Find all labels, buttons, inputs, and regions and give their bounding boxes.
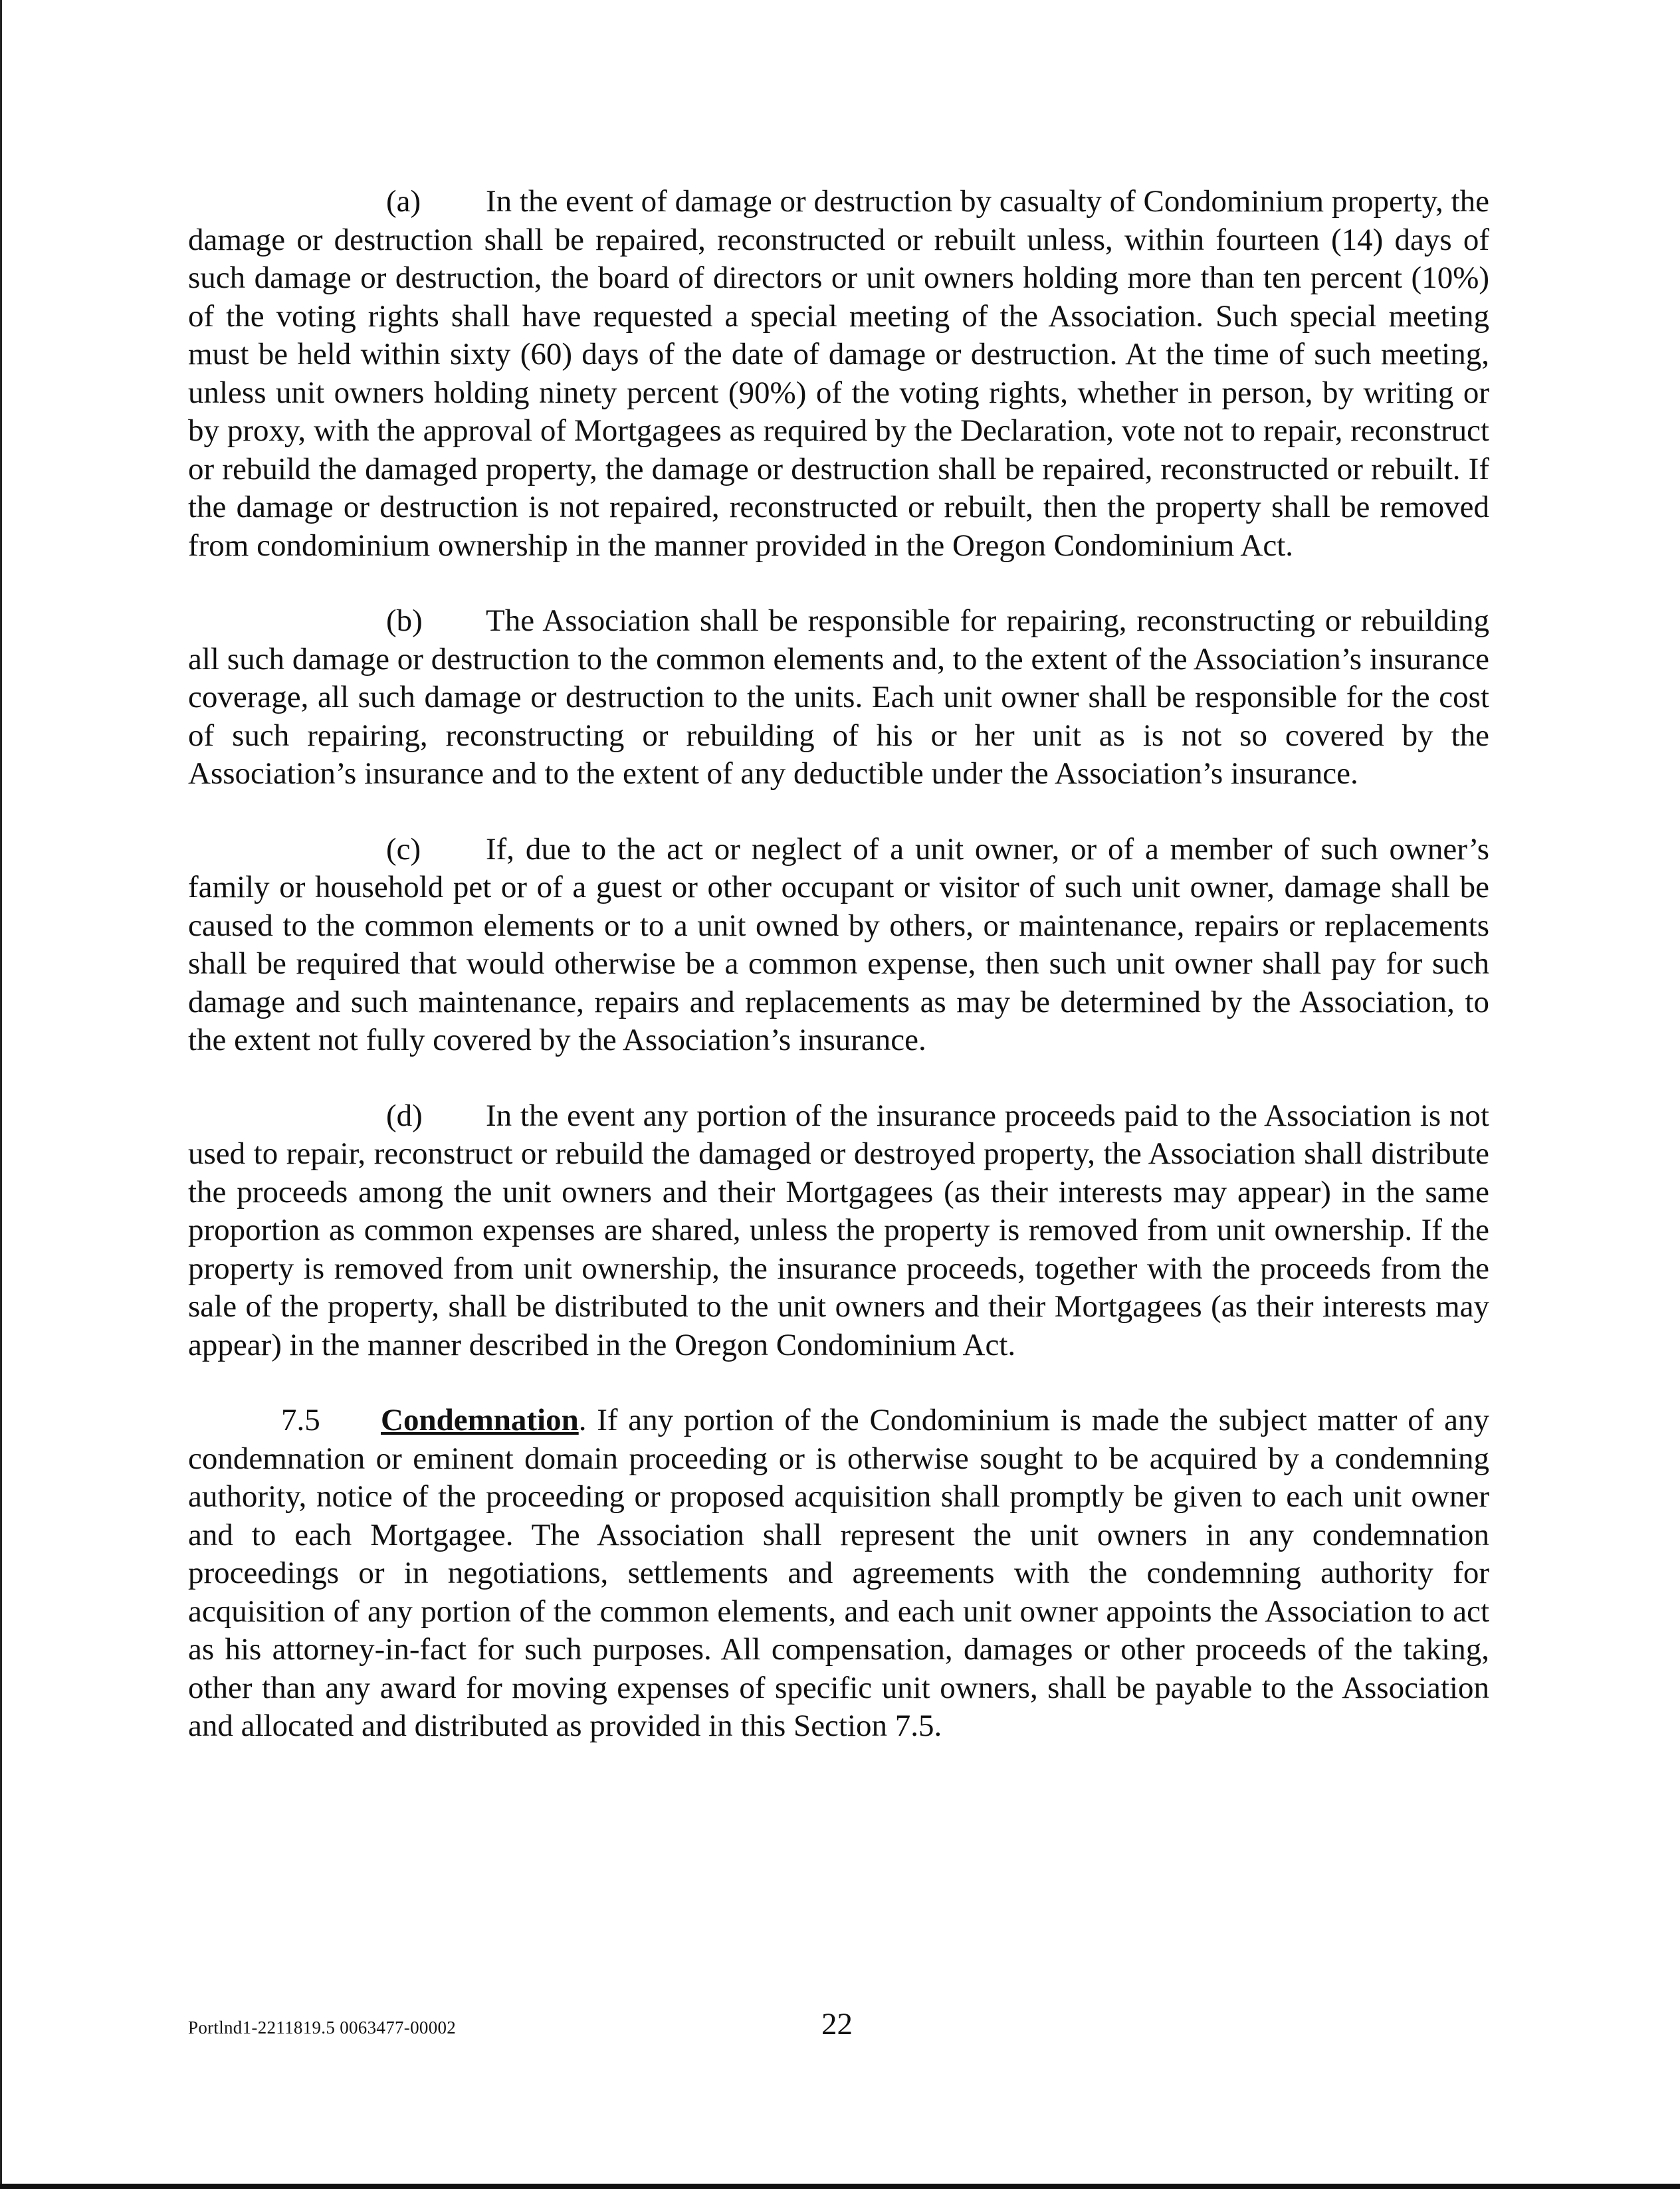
section-heading: Condemnation (381, 1403, 579, 1437)
section-heading-punct: . (578, 1403, 587, 1437)
paragraph-b-label: (b) (386, 603, 423, 638)
paragraph-c-text: If, due to the act or neglect of a unit owner, or of a member of such owner’s family or household pet or of a guest or other occupant or visitor of such unit owner, damage shall be caused to the common elements or to a unit owned by others, or maintenance, repairs or replacements shall be required that would otherwise be a common expense, then such unit owner shall pay for such damage and such maintenance, repairs and replacements as may be determined by the Association, to the extent not fully covered by the Association’s insurance. (188, 831, 1489, 1057)
paragraph-c (188, 831, 1489, 1060)
scan-edge-bottom (0, 2184, 1680, 2189)
footer-document-id: Portlnd1-2211819.5 0063477-00002 (188, 2018, 457, 2037)
paragraph-a-label: (a) (386, 184, 421, 219)
paragraph-b-text: The Association shall be responsible for repairing, reconstructing or rebuilding all such damage or destruction to the common elements and, to the extent of the Association’s insurance coverage, all such damage or destruction to the units. Each unit owner shall be responsible for the cost of such repairing, reconstructing or rebuilding of his or her unit as is not so covered by the Association’s insurance and to the extent of any deductible under the Association’s insurance. (188, 603, 1489, 791)
paragraph-d (188, 1097, 1489, 1365)
section-text: If any portion of the Condominium is made the subject matter of any condemnation or eminent domain proceeding or is otherwise sought to be acquired by a condemning authority, notice of the proceeding or proposed acquisition shall promptly be given to each unit owner and to each Mortgagee. The Association shall represent the unit owners in any condemnation proceedings or in negotiations, settlements and agreements with the condemning authority for acquisition of any portion of the common elements, and each unit owner appoints the Association to act as his attorney-in-fact for such purposes. All compensation, damages or other proceeds of the taking, other than any award for moving expenses of specific unit owners, shall be payable to the Association and allocated and distributed as provided in this Section 7.5. (188, 1403, 1489, 1743)
section-7-5 (188, 1402, 1489, 1746)
paragraph-d-label: (d) (386, 1098, 423, 1133)
paragraph-b (188, 602, 1489, 793)
paragraph-c-label: (c) (386, 831, 421, 867)
paragraph-a (188, 183, 1489, 565)
paragraph-a-text: In the event of damage or destruction by casualty of Condominium property, the damage or destruction shall be repaired, reconstructed or rebuilt unless, within fourteen (14) days of such damage or destruction, the board of directors or unit owners holding more than ten percent (10%) of the voting rights shall have requested a special meeting of the Association. Such special meeting must be held within sixty (60) days of the date of damage or destruction. At the time of such meeting, unless unit owners holding ninety percent (90%) of the voting rights, whether in person, by writing or by proxy, with the approval of Mortgagees as required by the Declaration, vote not to repair, reconstruct or rebuild the damaged property, the damage or destruction shall be repaired, reconstructed or rebuilt. If the damage or destruction is not repaired, reconstructed or rebuilt, then the property shall be removed from condominium ownership in the manner provided in the Oregon Condominium Act. (188, 184, 1489, 563)
section-number: 7.5 (281, 1403, 320, 1437)
page-number: 22 (821, 2007, 853, 2041)
paragraph-d-text: In the event any portion of the insurance proceeds paid to the Association is not used to repair, reconstruct or rebuild the damaged or destroyed property, the Association shall distribute the proceeds among the unit owners and their Mortgagees (as their interests may appear) in the same proportion as common expenses are shared, unless the property is removed from unit ownership. If the property is removed from unit ownership, the insurance proceeds, together with the proceeds from the sale of the property, shall be distributed to the unit owners and their Mortgagees (as their interests may appear) in the manner described in the Oregon Condominium Act. (188, 1098, 1489, 1362)
scan-edge-left (0, 0, 2, 2189)
page-body (188, 183, 1489, 1783)
